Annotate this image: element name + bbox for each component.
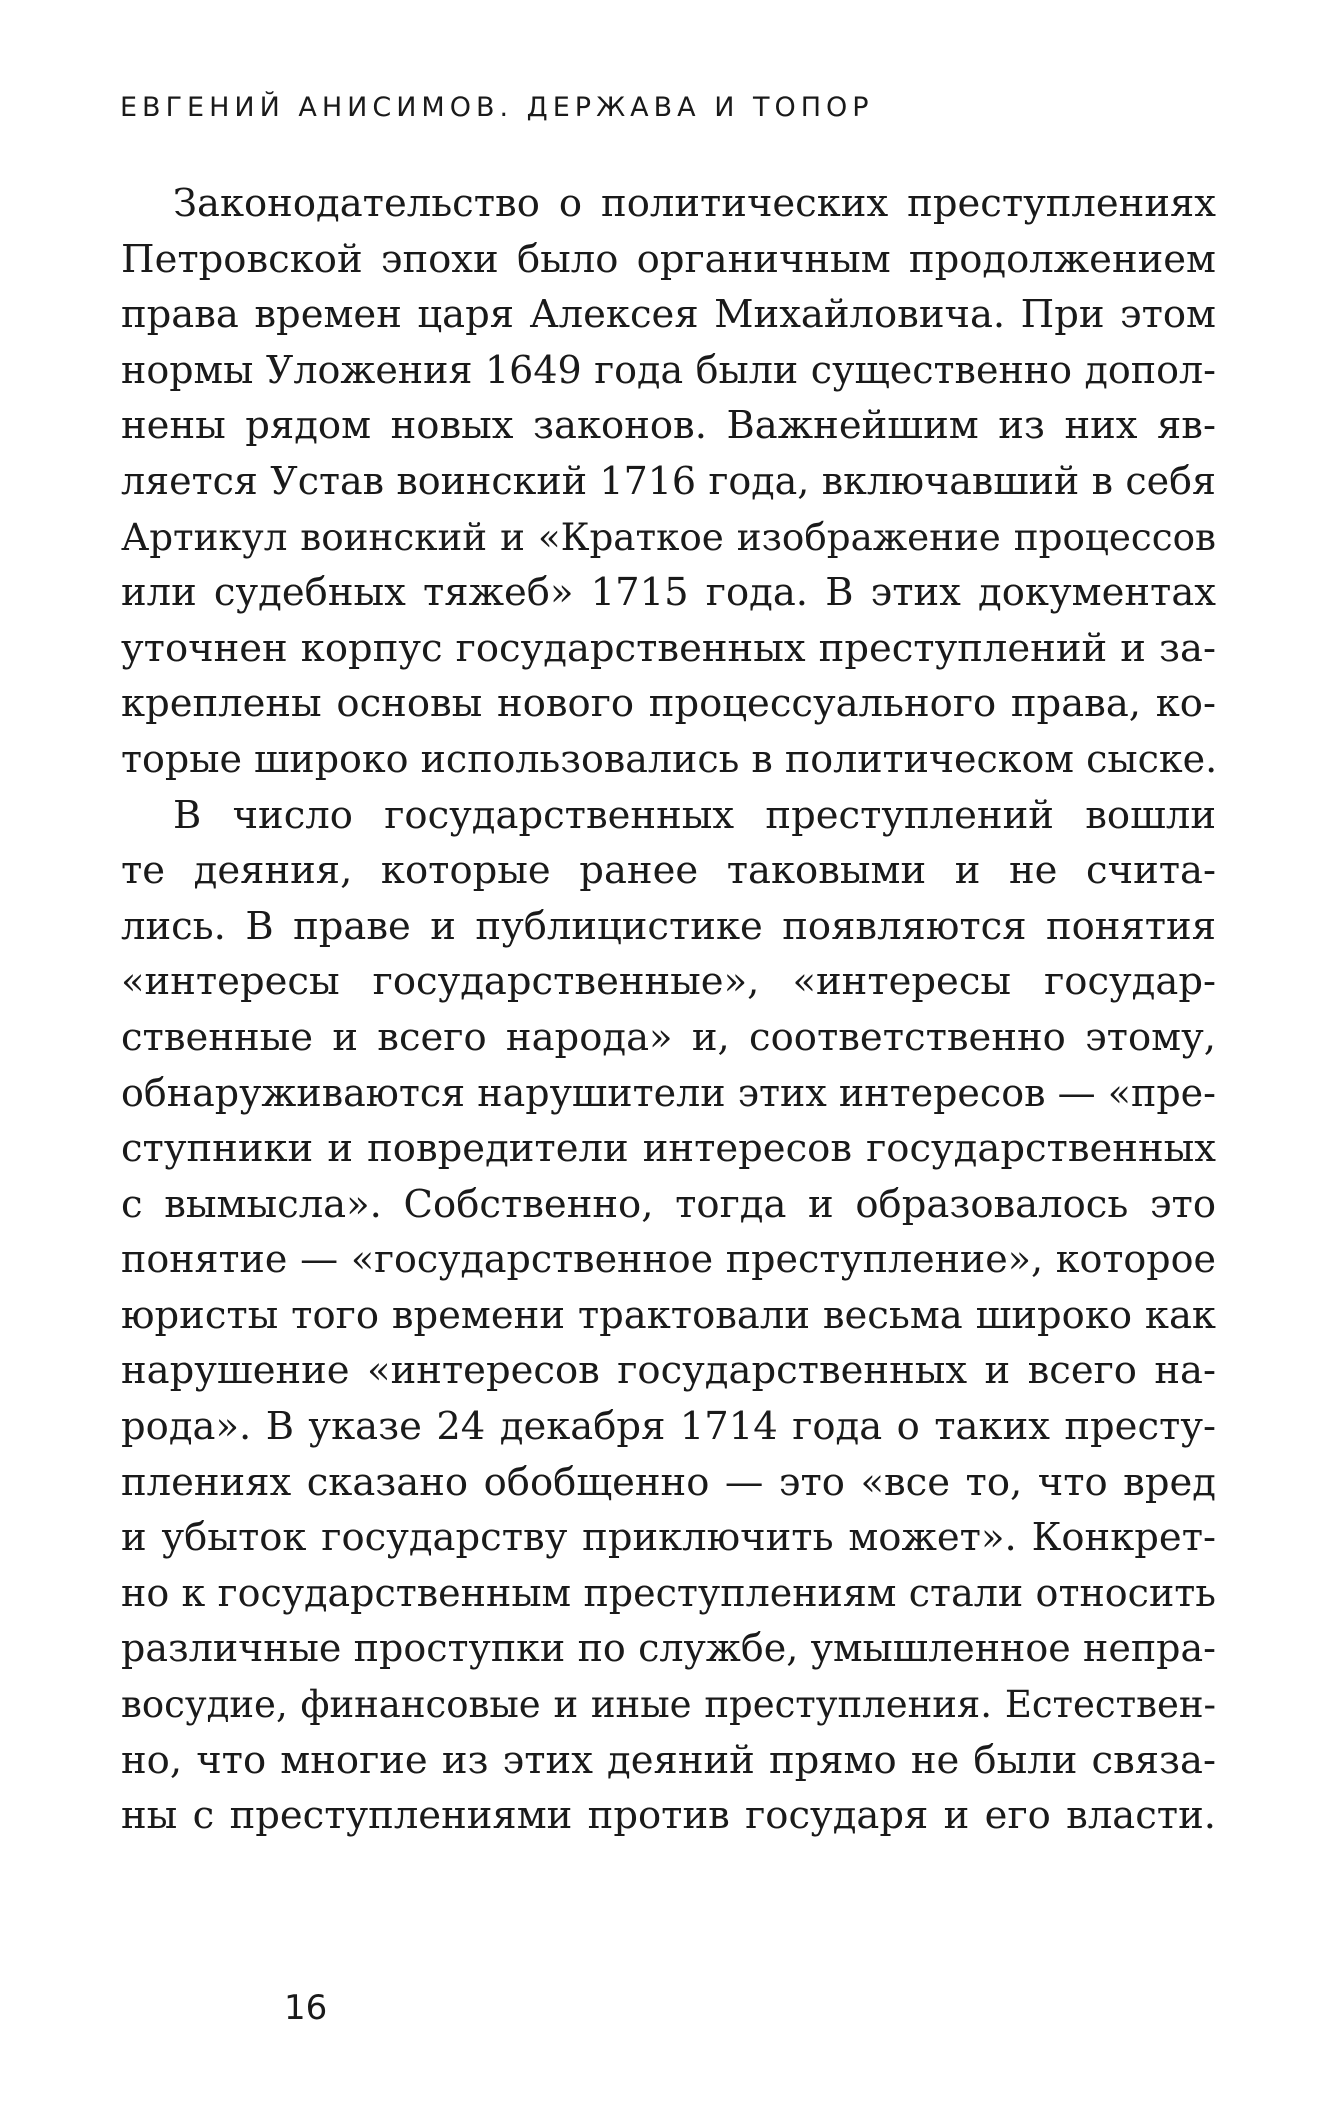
text-line: обнаруживаются нарушители этих интересов — «пре- xyxy=(121,1070,1216,1115)
text-line: Петровской эпохи было органичным продолжением xyxy=(121,236,1216,282)
text-line: восудие, финансовые и иные преступления. Естествен- xyxy=(121,1683,1216,1727)
text-line: но, что многие из этих деяний прямо не были связа- xyxy=(121,1737,1216,1783)
paragraph-2 xyxy=(121,788,1216,1844)
text-line: с вымысла». Собственно, тогда и образовалось это xyxy=(121,1181,1216,1227)
text-line: ступники и повредители интересов государственных xyxy=(121,1126,1216,1172)
text-line: ны с преступлениями против государя и его власти. xyxy=(121,1793,1216,1839)
text-line: но к государственным преступлениям стали относить xyxy=(121,1570,1216,1615)
text-line: и убыток государству приключить может». Конкрет- xyxy=(121,1515,1216,1561)
text-line: нены рядом новых законов. Важнейшим из них яв- xyxy=(121,403,1216,449)
text-line: нарушение «интересов государственных и всего на- xyxy=(121,1348,1216,1394)
text-line: креплены основы нового процессуального права, ко- xyxy=(121,681,1216,727)
text-line: права времен царя Алексея Михайловича. При этом xyxy=(121,292,1216,338)
text-line: или судебных тяжеб» 1715 года. В этих документах xyxy=(121,570,1216,616)
text-line: Законодательство о политических преступлениях xyxy=(173,181,1216,226)
text-line: различные проступки по службе, умышленное непра- xyxy=(121,1626,1216,1671)
text-line: нормы Уложения 1649 года были существенно допол- xyxy=(121,347,1216,392)
text-line: плениях сказано обобщенно — это «все то, что вред xyxy=(121,1459,1216,1505)
text-line: ственные и всего народа» и, соответственно этому, xyxy=(121,1014,1216,1060)
running-header: ЕВГЕНИЙ АНИСИМОВ. ДЕРЖАВА И ТОПОР xyxy=(120,92,874,123)
text-line: ляется Устав воинский 1716 года, включавший в себя xyxy=(121,458,1216,503)
text-line: торые широко использовались в политическом сыске. xyxy=(121,736,1218,781)
body-text xyxy=(121,176,1216,1844)
text-line: рода». В указе 24 декабря 1714 года о таких престу- xyxy=(121,1404,1216,1450)
text-line: «интересы государственные», «интересы государ- xyxy=(121,959,1216,1005)
text-line: юристы того времени трактовали весьма широко как xyxy=(121,1292,1216,1338)
text-line: лись. В праве и публицистике появляются понятия xyxy=(121,903,1216,949)
text-line: уточнен корпус государственных преступлений и за- xyxy=(121,625,1216,671)
text-line: Артикул воинский и «Краткое изображение процессов xyxy=(121,514,1216,559)
text-line: те деяния, которые ранее таковыми и не счита- xyxy=(121,848,1216,894)
text-line: понятие — «государственное преступление», которое xyxy=(121,1237,1216,1282)
text-line: В число государственных преступлений вошли xyxy=(173,792,1216,838)
paragraph-1 xyxy=(121,176,1216,788)
page-number: 16 xyxy=(284,1988,328,2028)
